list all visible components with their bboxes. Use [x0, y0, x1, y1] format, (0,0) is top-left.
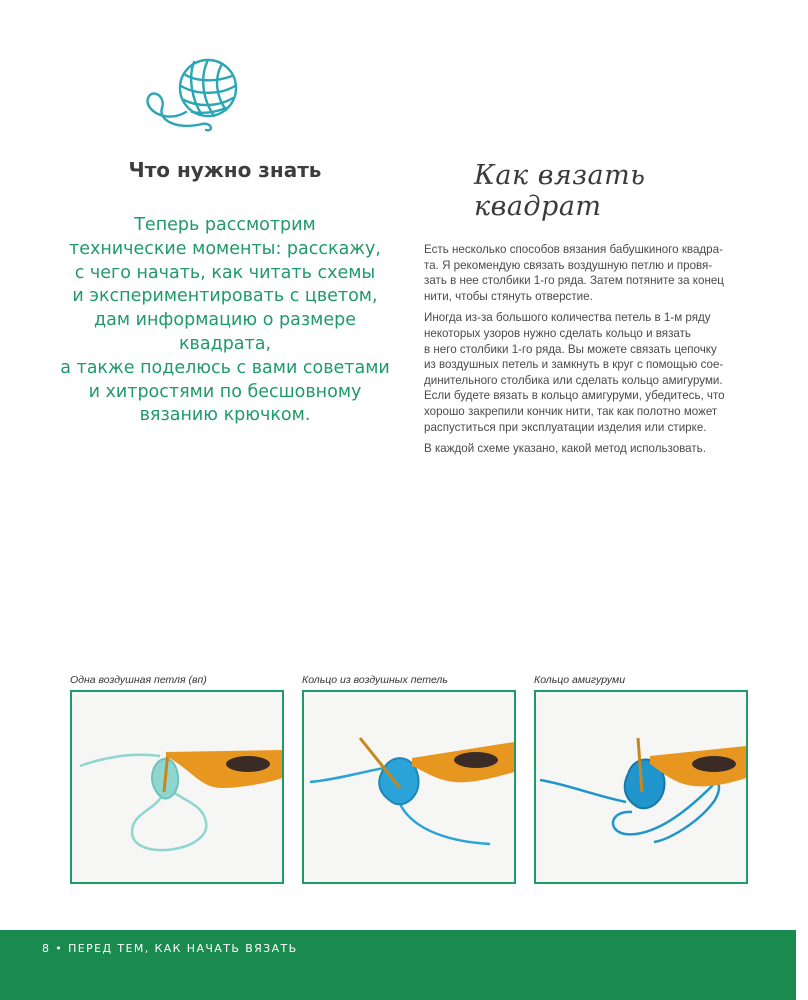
crochet-photo-3	[536, 692, 746, 882]
text-line: некоторых узоров нужно сделать кольцо и вязать	[424, 326, 691, 340]
lead-line: и хитростями по бесшовному	[88, 381, 362, 402]
photo-chain-ring	[302, 674, 520, 884]
body-text	[424, 242, 762, 457]
section-title: Что нужно знать	[128, 158, 322, 182]
lead-line: Теперь рассмотрим	[134, 215, 316, 235]
photo-frame	[302, 690, 516, 884]
text-line: В каждой схеме указано, какой метод использовать.	[424, 442, 706, 456]
photo-caption: Кольцо из воздушных петель	[302, 674, 448, 686]
text-line: распуститься при эксплуатации изделия или стирке.	[424, 420, 707, 434]
lead-line: а также поделюсь с вами советами	[60, 357, 390, 378]
text-line: та. Я рекомендую связать воздушную петлю и провя-	[424, 258, 713, 272]
photo-frame	[70, 690, 284, 884]
crochet-photo-2	[304, 692, 514, 882]
text-line: из воздушных петель и замкнуть в круг с помощью сое-	[424, 358, 724, 372]
photo-row	[70, 674, 752, 884]
text-line: Есть несколько способов вязания бабушкиного квадра-	[424, 243, 723, 256]
photo-caption: Одна воздушная петля (вп)	[70, 674, 207, 686]
crochet-photo-1	[72, 692, 282, 882]
lead-line: и экспериментировать с цветом,	[72, 286, 378, 307]
lead-line: с чего начать, как читать схемы	[74, 262, 376, 283]
text-line: хорошо закрепили кончик нити, так как полотно может	[424, 404, 718, 418]
text-line: нити, чтобы стянуть отверстие.	[424, 289, 593, 303]
paragraph	[424, 310, 762, 435]
text-line: Иногда из-за большого количества петель в 1-м ряду	[424, 311, 711, 325]
lead-paragraph	[60, 214, 390, 428]
photo-slip-knot	[70, 674, 288, 884]
text-line: динительного столбика или сделать кольцо амигуруми.	[424, 373, 723, 387]
left-column	[60, 158, 390, 428]
lead-line: технические моменты: расскажу,	[69, 238, 381, 259]
photo-frame	[534, 690, 748, 884]
yarn-ball-icon	[136, 52, 248, 136]
paragraph	[424, 441, 762, 457]
text-line: Если будете вязать в кольцо амигуруми, убедитесь, что	[424, 389, 725, 403]
photo-caption: Кольцо амигуруми	[534, 674, 626, 686]
footer-running-title: 8 • ПЕРЕД ТЕМ, КАК НАЧАТЬ ВЯЗАТЬ	[42, 942, 298, 955]
lead-line: дам информацию о размере квадрата,	[94, 310, 356, 354]
text-line: в него столбики 1-го ряда. Вы можете связать цепочку	[424, 342, 717, 356]
right-column	[424, 160, 762, 463]
script-heading: Как вязать квадрат	[474, 160, 646, 222]
lead-line: вязанию крючком.	[139, 405, 311, 426]
paragraph	[424, 242, 762, 304]
photo-magic-ring	[534, 674, 752, 884]
text-line: зать в нее столбики 1-го ряда. Затем потяните за конец	[424, 274, 724, 288]
page-footer	[0, 930, 796, 1000]
